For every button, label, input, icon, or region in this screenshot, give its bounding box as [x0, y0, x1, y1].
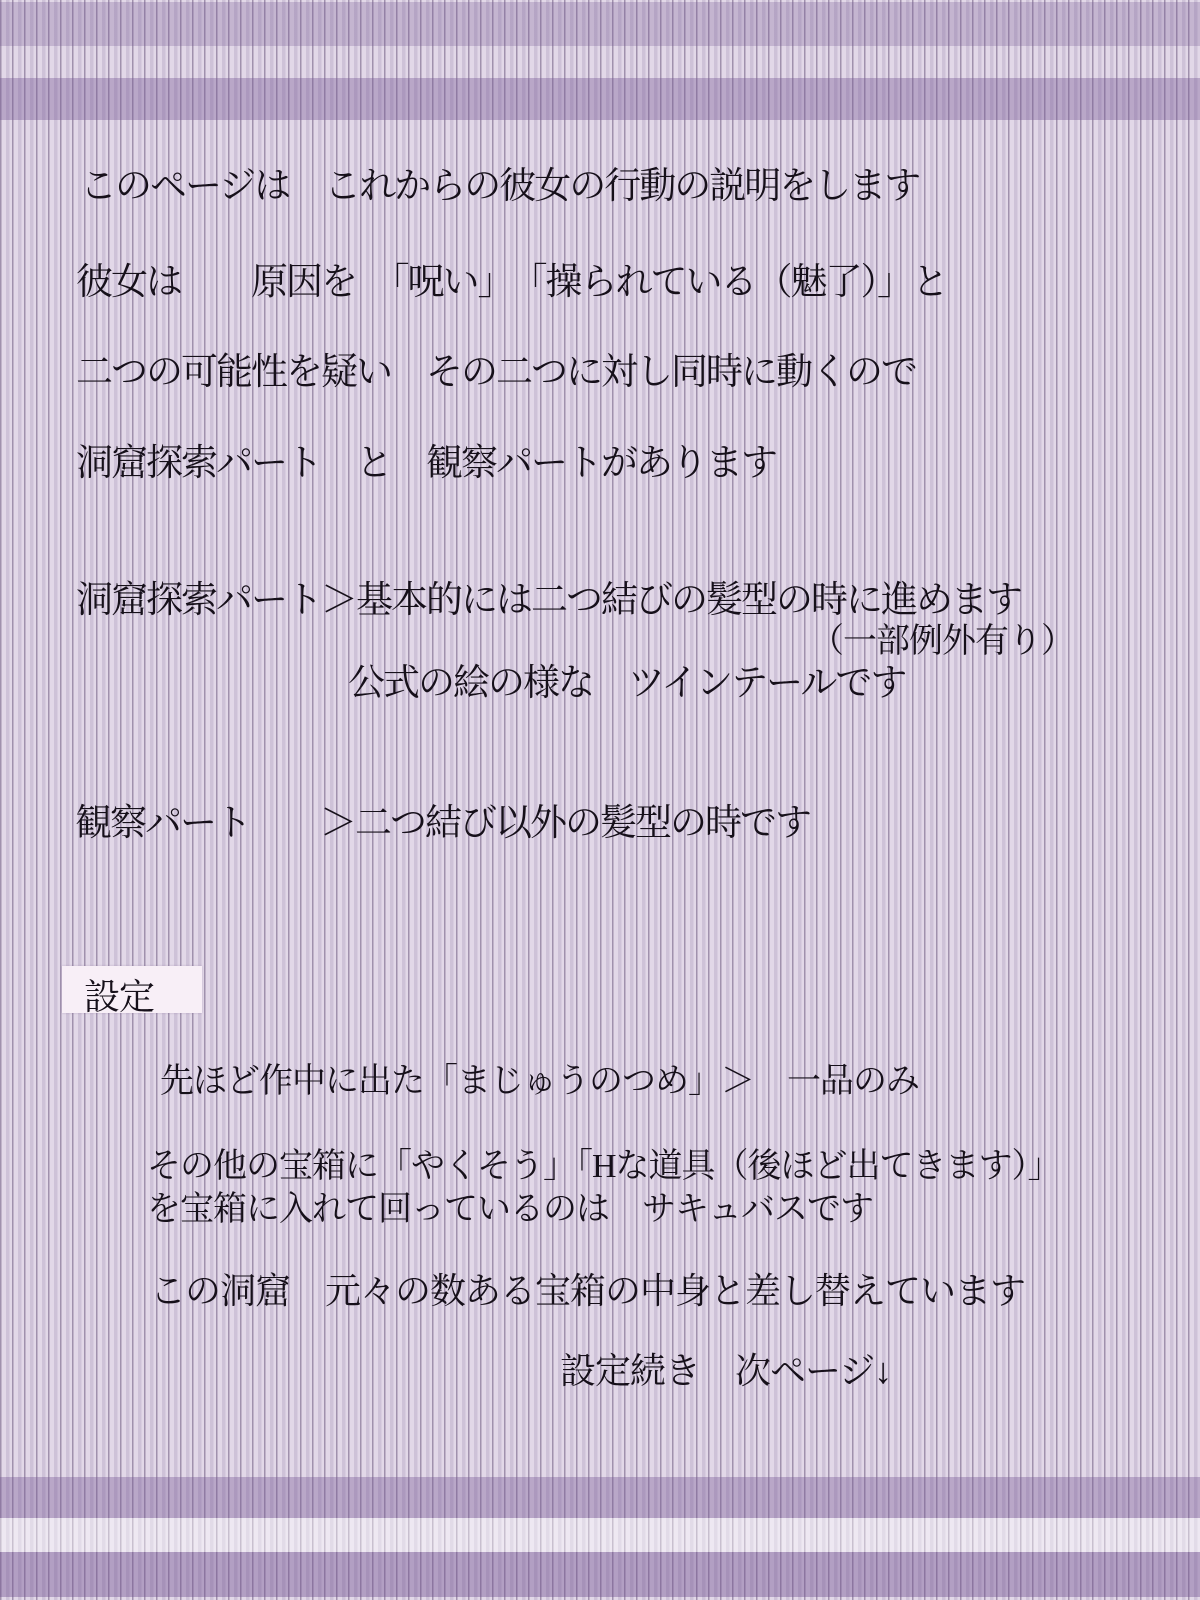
cave-part-note: （一部例外有り）	[810, 623, 1074, 660]
settings-item-2-line-2: を宝箱に入れて回っているのは サキュバスです	[147, 1191, 873, 1228]
bottom-decorative-band-2	[0, 1552, 1200, 1597]
bottom-decorative-band-1	[0, 1477, 1200, 1518]
settings-item-1: 先ほど作中に出た「まじゅうのつめ」＞ 一品のみ	[160, 1063, 919, 1100]
cave-part-line-1: 洞窟探索パート＞基本的には二つ結びの髪型の時に進めます	[76, 580, 1021, 621]
settings-item-2-line-1: その他の宝箱に「やくそう」「Hな道具（後ほど出てきます）」	[147, 1148, 1061, 1185]
top-decorative-band-2	[0, 78, 1200, 120]
observe-part-line-1: 観察パート ＞二つ結び以外の髪型の時です	[75, 803, 810, 844]
settings-footer-note: 設定続き 次ページ↓	[560, 1351, 892, 1391]
intro-line-2: 彼女は 原因を 「呪い」 「操られている（魅了）」と	[76, 262, 947, 303]
settings-heading: 設定	[84, 977, 155, 1017]
intro-line-3: 二つの可能性を疑い その二つに対し同時に動くので	[76, 352, 916, 393]
settings-item-3: この洞窟 元々の数ある宝箱の中身と差し替えています	[150, 1271, 1026, 1311]
bottom-highlight-band	[0, 1518, 1200, 1552]
top-decorative-band-1	[0, 2, 1200, 46]
intro-line-1: このページは これからの彼女の行動の説明をします	[80, 166, 920, 207]
settings-heading-box	[62, 966, 202, 1017]
intro-line-4: 洞窟探索パート と 観察パートがあります	[76, 443, 776, 484]
cave-part-line-2: 公式の絵の様な ツインテールです	[348, 663, 906, 704]
